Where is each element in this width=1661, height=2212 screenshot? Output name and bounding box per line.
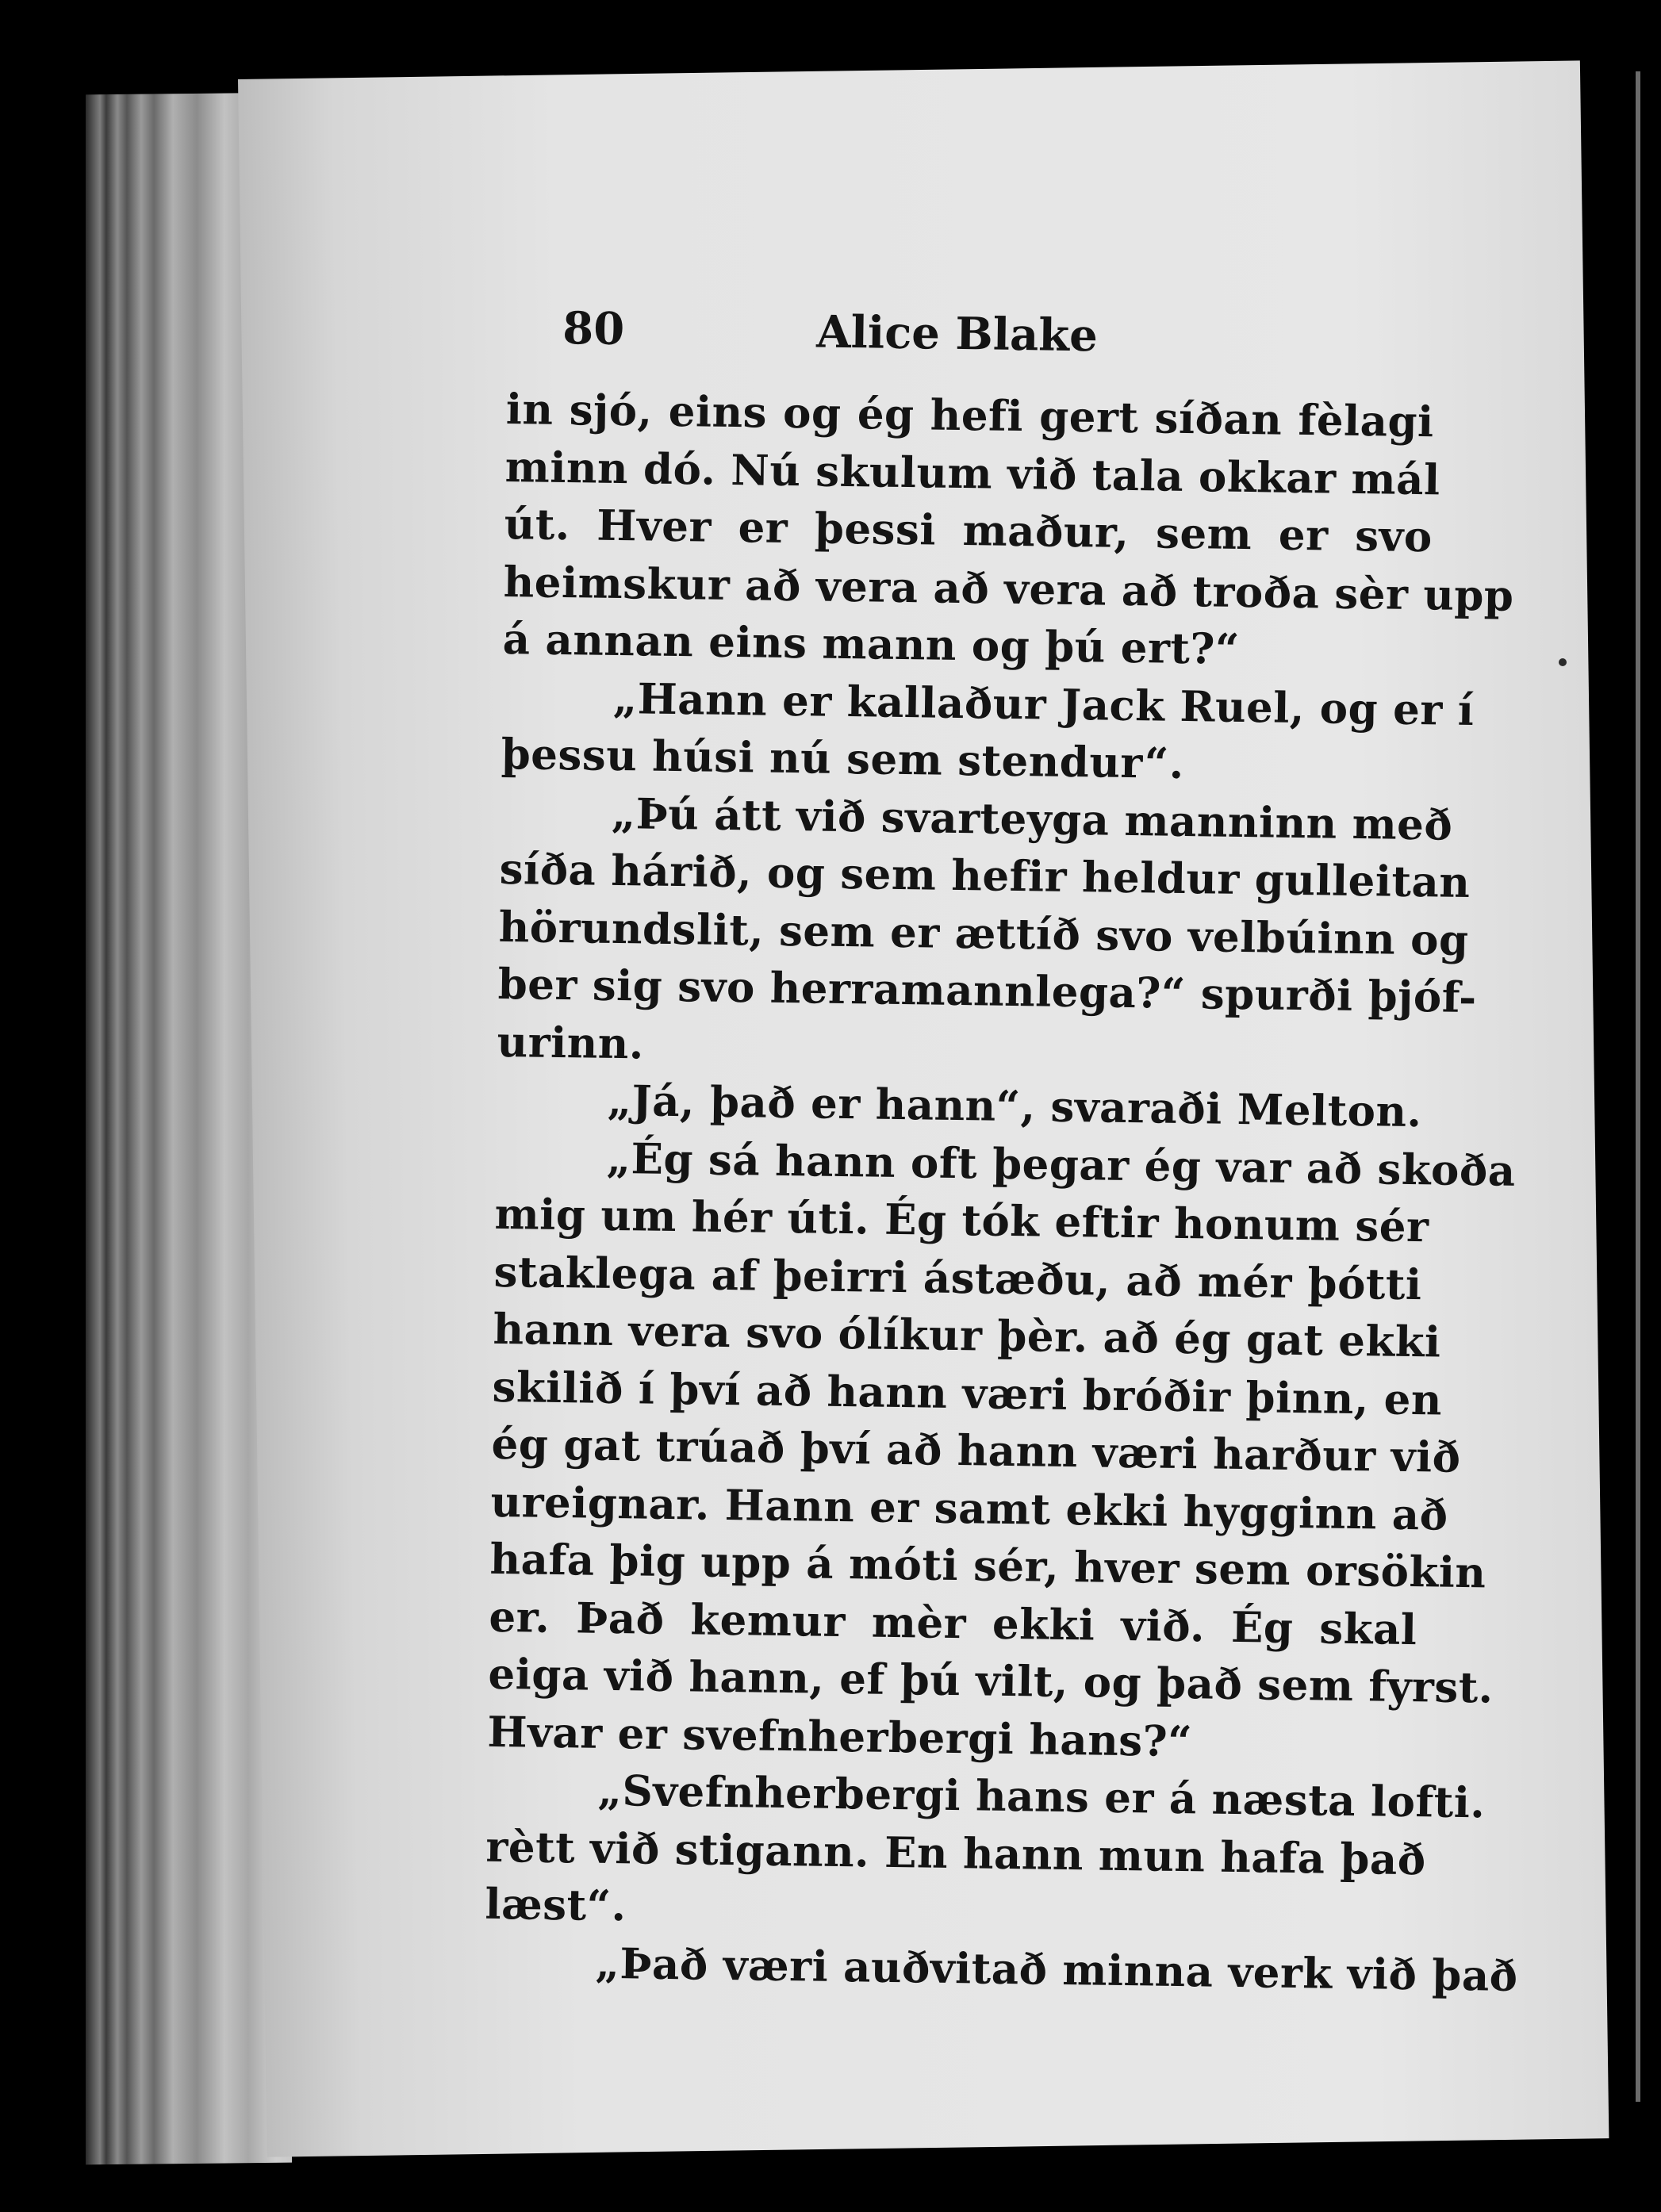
running-head (506, 286, 1436, 393)
body-text (484, 381, 1518, 2003)
text-line: rètt við stigann. En hann mun hafa það (485, 1822, 1427, 1884)
speck (1559, 658, 1567, 666)
text-line: „Ég sá hann oft þegar ég var að skoða (606, 1133, 1517, 1196)
scan-edge-line (1636, 71, 1640, 2102)
text-line: út. Hver er þessi maður, sem er svo (504, 499, 1433, 562)
text-line: hörundslit, sem er ættíð svo velbúinn og (498, 902, 1469, 965)
text-line: er. Það kemur mèr ekki við. Ég skal (489, 1592, 1417, 1654)
text-line: skilið í því að hann væri bróðir þinn, en (492, 1362, 1443, 1425)
paragraph (501, 668, 1475, 795)
text-line: á annan eins mann og þú ert?“ (502, 614, 1241, 674)
text-line: in sjó, eins og ég hefi gert síðan fèlagi (505, 384, 1435, 447)
text-line: minn dó. Nú skulum við tala okkar mál (504, 442, 1441, 504)
text-line: „Hann er kallaður Jack Ruel, og er í (612, 673, 1475, 735)
text-line: ber sig svo herramannlega?“ spurði þjóf- (497, 959, 1478, 1023)
text-line: ég gat trúað því að hann væri harður við (491, 1419, 1461, 1482)
paragraph (485, 1761, 1486, 1946)
page-number: 80 (562, 301, 625, 356)
text-line: heimskur að vera að vera að troða sèr upp (503, 557, 1514, 621)
text-line: mig um hér úti. Ég tók eftir honum sér (494, 1189, 1429, 1252)
text-line: síða hárið, og sem hefir heldur gulleitan (499, 844, 1471, 908)
text-line: læst“. (485, 1879, 627, 1931)
text-line: „Svefnherbergi hans er á næsta lofti. (597, 1765, 1486, 1828)
paragraph (487, 1128, 1517, 1773)
page-text-block (484, 286, 1518, 2003)
text-line: „Það væri auðvitað minna verk við það (595, 1938, 1518, 2001)
running-title: Alice Blake (815, 305, 1099, 362)
text-line: eiga við hann, ef þú vilt, og það sem fyrst. (488, 1649, 1494, 1713)
text-line: þessu húsi nú sem stendur“. (501, 729, 1185, 788)
paragraph (497, 783, 1478, 1083)
text-line: hann vera svo ólíkur þèr. að ég gat ekki (493, 1304, 1442, 1367)
text-line: urinn. (497, 1017, 645, 1068)
text-line: staklega af þeirri ástæðu, að mér þótti (493, 1247, 1422, 1309)
paragraph (502, 381, 1514, 681)
text-line: hafa þig upp á móti sér, hver sem orsökin (489, 1534, 1486, 1598)
text-line: „Þú átt við svarteyga manninn með (611, 788, 1453, 850)
text-line: ureignar. Hann er samt ekki hygginn að (490, 1477, 1448, 1540)
text-line: Hvar er svefnherbergi hans?“ (487, 1707, 1193, 1766)
text-line: „Já, það er hann“, svaraði Melton. (607, 1075, 1422, 1137)
